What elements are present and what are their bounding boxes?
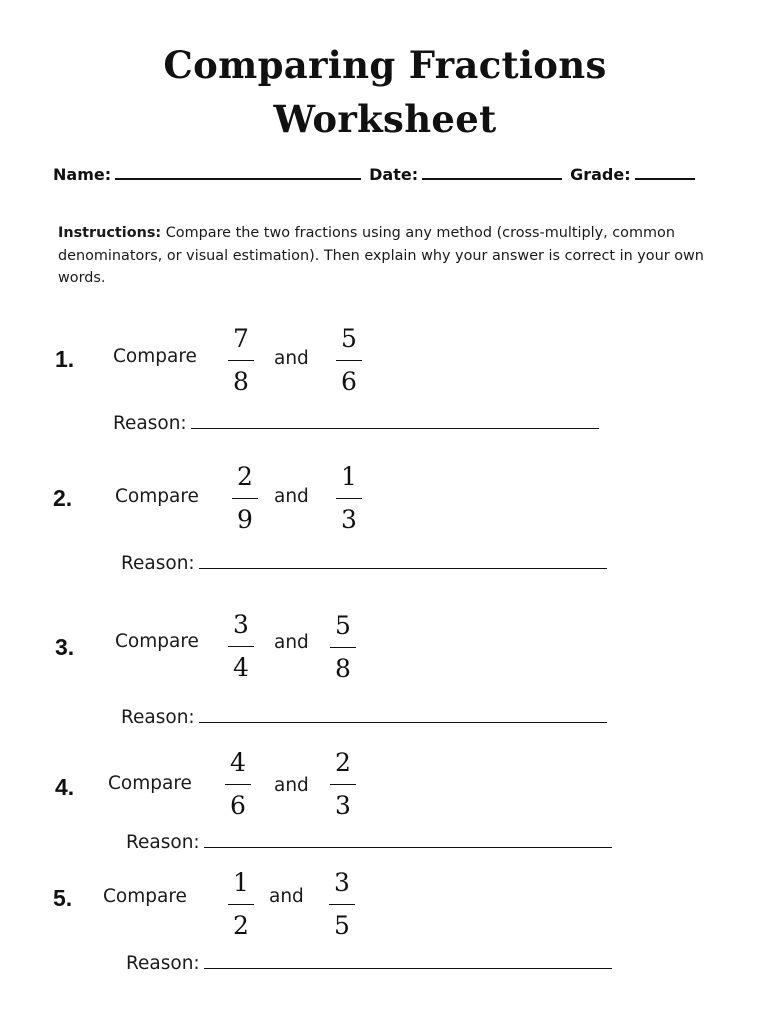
first-fraction xyxy=(226,326,256,397)
compare-label: Compare xyxy=(115,486,199,507)
problem-number: 3. xyxy=(55,634,75,660)
worksheet-title-line2: Worksheet xyxy=(273,97,497,141)
instructions-paragraph xyxy=(58,222,708,290)
fraction-bar xyxy=(336,498,362,499)
fraction-bar xyxy=(225,784,251,785)
and-label: and xyxy=(274,632,309,653)
second-denominator: 3 xyxy=(341,505,357,534)
problem-number: 1. xyxy=(55,346,75,372)
compare-label: Compare xyxy=(108,773,192,794)
first-denominator: 4 xyxy=(233,653,249,682)
second-fraction xyxy=(334,326,364,397)
fraction-bar xyxy=(330,647,356,648)
fraction-bar xyxy=(228,646,254,647)
first-numerator: 7 xyxy=(233,324,249,353)
reason-answer-line[interactable] xyxy=(199,705,607,723)
reason-label: Reason: xyxy=(113,413,187,434)
compare-label: Compare xyxy=(113,346,197,367)
and-label: and xyxy=(274,775,309,796)
first-numerator: 2 xyxy=(237,462,253,491)
compare-label: Compare xyxy=(103,886,187,907)
reason-answer-line[interactable] xyxy=(204,951,612,969)
second-fraction xyxy=(328,613,358,684)
name-field[interactable] xyxy=(115,163,361,180)
name-label: Name: xyxy=(53,165,112,184)
second-numerator: 5 xyxy=(341,324,357,353)
date-field[interactable] xyxy=(422,163,562,180)
instructions-label: Instructions: xyxy=(58,225,162,241)
first-fraction xyxy=(230,464,260,535)
second-numerator: 5 xyxy=(335,611,351,640)
reason-answer-line[interactable] xyxy=(199,551,607,569)
date-label: Date: xyxy=(369,165,419,184)
reason-row xyxy=(121,551,607,574)
first-numerator: 1 xyxy=(233,868,249,897)
reason-answer-line[interactable] xyxy=(191,411,599,429)
second-denominator: 8 xyxy=(335,654,351,683)
reason-label: Reason: xyxy=(121,553,195,574)
reason-row xyxy=(126,830,612,853)
first-denominator: 8 xyxy=(233,367,249,396)
fraction-bar xyxy=(336,360,362,361)
problem-number: 5. xyxy=(53,885,73,911)
grade-field[interactable] xyxy=(635,163,695,180)
student-info-line xyxy=(53,163,697,185)
first-fraction xyxy=(226,612,256,683)
compare-label: Compare xyxy=(115,631,199,652)
second-numerator: 2 xyxy=(335,748,351,777)
reason-answer-line[interactable] xyxy=(204,830,612,848)
and-label: and xyxy=(274,348,309,369)
first-denominator: 9 xyxy=(237,505,253,534)
first-denominator: 6 xyxy=(230,791,246,820)
grade-label: Grade: xyxy=(570,165,631,184)
first-numerator: 3 xyxy=(233,610,249,639)
fraction-bar xyxy=(232,498,258,499)
fraction-bar xyxy=(330,784,356,785)
second-fraction xyxy=(334,464,364,535)
second-denominator: 3 xyxy=(335,791,351,820)
reason-row xyxy=(113,411,599,434)
and-label: and xyxy=(269,886,304,907)
reason-row xyxy=(126,951,612,974)
second-numerator: 3 xyxy=(334,868,350,897)
problem-number: 2. xyxy=(53,485,73,511)
second-denominator: 5 xyxy=(334,911,350,940)
first-fraction xyxy=(223,750,253,821)
fraction-bar xyxy=(228,360,254,361)
reason-label: Reason: xyxy=(126,953,200,974)
first-denominator: 2 xyxy=(233,911,249,940)
second-fraction xyxy=(327,870,357,941)
fraction-bar xyxy=(329,904,355,905)
second-fraction xyxy=(328,750,358,821)
first-fraction xyxy=(226,870,256,941)
reason-label: Reason: xyxy=(121,707,195,728)
problem-number: 4. xyxy=(55,774,75,800)
reason-row xyxy=(121,705,607,728)
second-denominator: 6 xyxy=(341,367,357,396)
fraction-bar xyxy=(228,904,254,905)
worksheet-title-line1: Comparing Fractions xyxy=(163,43,607,87)
instructions-text: Compare the two fractions using any method (cross-multiply, common denominators, or visual estimation). Then explain why your answer is correct in your own words. xyxy=(58,225,704,286)
reason-label: Reason: xyxy=(126,832,200,853)
first-numerator: 4 xyxy=(230,748,246,777)
and-label: and xyxy=(274,486,309,507)
second-numerator: 1 xyxy=(341,462,357,491)
